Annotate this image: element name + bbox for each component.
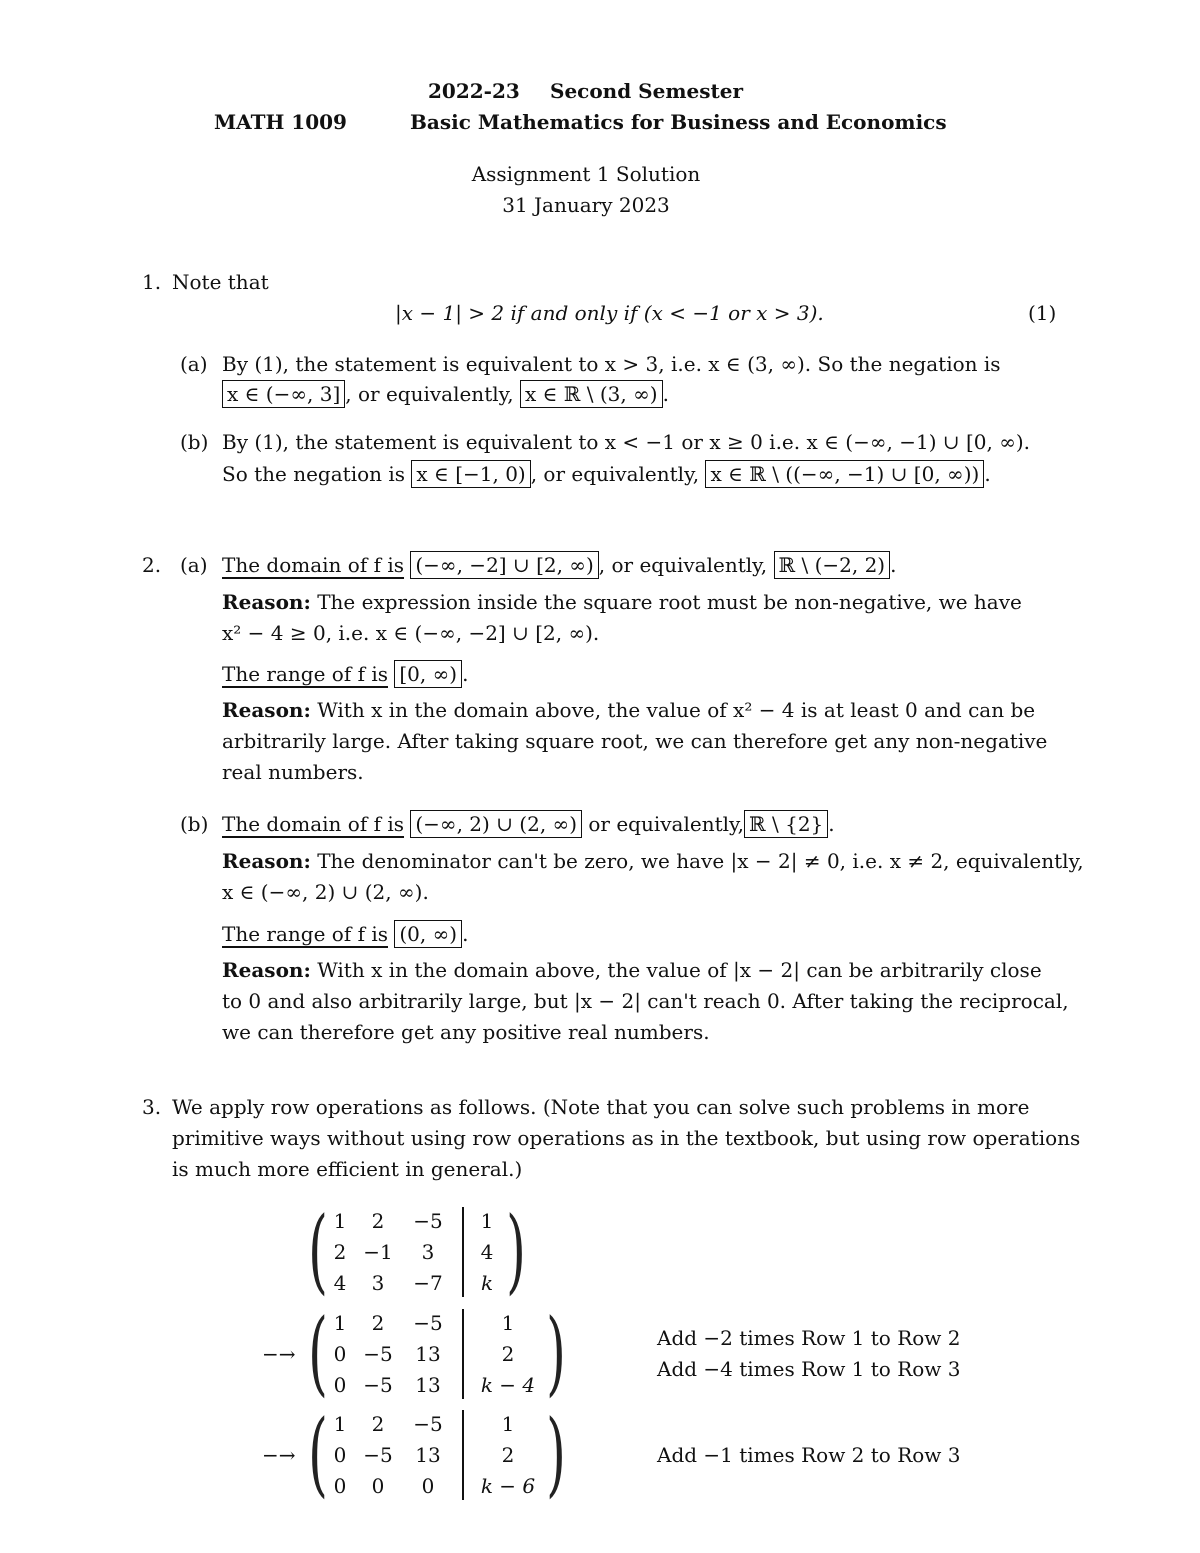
matrix-cell: 13: [415, 1342, 441, 1366]
q2b-domain-connector: or equivalently,: [588, 812, 745, 836]
matrix-cell: 3: [371, 1271, 385, 1295]
q2b-reason-1-text: The denominator can't be zero, we have |x − 2| ≠ 0, i.e. x ≠ 2, equivalently,: [317, 849, 1084, 873]
row-op-2-line-1: Add −2 times Row 1 to Row 2: [657, 1326, 961, 1350]
course-title: Basic Mathematics for Business and Economics: [410, 110, 947, 134]
matrix-cell: −5: [413, 1412, 443, 1436]
q2b-range-line: [222, 921, 468, 947]
matrix-cell: 0: [333, 1373, 347, 1397]
reason-label: Reason:: [222, 958, 311, 982]
q2a-domain-box-1: (−∞, −2] ∪ [2, ∞): [410, 551, 598, 579]
matrix-cell: 2: [371, 1209, 385, 1233]
matrix-cell: 0: [333, 1342, 347, 1366]
right-parenthesis: ): [546, 1400, 566, 1507]
q3-number: 3.: [142, 1095, 162, 1119]
q2a-domain-period: .: [890, 553, 897, 577]
q2b-reason-1-line-1: [222, 848, 1084, 874]
matrix-cell: 1: [501, 1412, 515, 1436]
q2a-label: (a): [180, 553, 208, 577]
matrix-cell: −5: [363, 1443, 393, 1467]
matrix-cell: −5: [363, 1373, 393, 1397]
right-parenthesis: ): [506, 1197, 526, 1304]
matrix-cell: 13: [415, 1373, 441, 1397]
q2b-reason-2-text: With x in the domain above, the value of |x − 2| can be arbitrarily close: [317, 958, 1042, 982]
left-parenthesis: (: [308, 1400, 328, 1507]
q3-intro-line-1: We apply row operations as follows. (Note that you can solve such problems in more: [172, 1095, 1030, 1119]
q2b-reason-1-line-2: x ∈ (−∞, 2) ∪ (2, ∞).: [222, 880, 429, 904]
matrix-cell: 1: [501, 1311, 515, 1335]
q2a-reason-2-line-3: real numbers.: [222, 760, 364, 784]
q2a-range-period: .: [462, 662, 469, 686]
q2b-reason-2-line-1: [222, 957, 1042, 983]
q2a-reason-2-line-1: [222, 697, 1035, 723]
header-semester: Second Semester: [550, 79, 743, 103]
q1b-label: (b): [180, 430, 209, 454]
q2a-reason-1-text: The expression inside the square root must be non-negative, we have: [317, 590, 1022, 614]
matrix-cell: k − 6: [480, 1474, 536, 1498]
q1b-answer-line: [222, 461, 991, 487]
matrix-cell: 1: [333, 1412, 347, 1436]
q2b-reason-2-line-3: we can therefore get any positive real numbers.: [222, 1020, 710, 1044]
q1a-period: .: [662, 382, 669, 406]
matrix-cell: −7: [413, 1271, 443, 1295]
q2a-domain-line: [222, 552, 896, 578]
q2a-reason-1-line-2: x² − 4 ≥ 0, i.e. x ∈ (−∞, −2] ∪ [2, ∞).: [222, 621, 600, 645]
q3-intro-line-2: primitive ways without using row operations as in the textbook, but using row operations: [172, 1126, 1081, 1150]
q2a-domain-prefix: The domain of f is: [222, 553, 405, 577]
document-date: 31 January 2023: [502, 193, 670, 217]
row-op-2-line-2: Add −4 times Row 1 to Row 3: [657, 1357, 961, 1381]
left-parenthesis: (: [308, 1197, 328, 1304]
matrix-cell: −5: [413, 1209, 443, 1233]
augmented-matrix-1: [300, 1197, 530, 1304]
matrix-cell: 2: [371, 1412, 385, 1436]
q2b-domain-box-1: (−∞, 2) ∪ (2, ∞): [410, 810, 582, 838]
q2b-label: (b): [180, 812, 209, 836]
left-parenthesis: (: [308, 1299, 328, 1406]
q2b-range-period: .: [462, 922, 469, 946]
matrix-cell: −5: [413, 1311, 443, 1335]
matrix-cell: 1: [333, 1311, 347, 1335]
q1a-answer-line: [222, 381, 669, 407]
right-parenthesis: ): [546, 1299, 566, 1406]
q1b-answer-box-2: x ∈ ℝ \ ((−∞, −1) ∪ [0, ∞)): [705, 460, 984, 488]
matrix-cell: 0: [333, 1474, 347, 1498]
q2a-reason-1-line-1: [222, 589, 1022, 615]
q2b-range-prefix: The range of f is: [222, 922, 388, 946]
q1-number: 1.: [142, 270, 162, 294]
row-op-3-line-1: Add −1 times Row 2 to Row 3: [657, 1443, 961, 1467]
matrix-cell: −5: [363, 1342, 393, 1366]
augmented-matrix-3: [300, 1400, 570, 1507]
matrix-cell: 2: [501, 1342, 515, 1366]
augmentation-bar: [462, 1309, 464, 1399]
matrix-cell: 2: [371, 1311, 385, 1335]
reason-label: Reason:: [222, 698, 311, 722]
q2a-domain-box-2: ℝ \ (−2, 2): [774, 551, 891, 579]
matrix-cell: 2: [501, 1443, 515, 1467]
q2a-domain-connector: , or equivalently,: [598, 553, 768, 577]
q2b-range-box: (0, ∞): [394, 920, 462, 948]
row-op-arrow: −→: [262, 1342, 296, 1366]
q2-number: 2.: [142, 553, 162, 577]
matrix-cell: k: [480, 1271, 494, 1295]
matrix-cell: 0: [371, 1474, 385, 1498]
q1b-period: .: [984, 462, 991, 486]
q1b-connector: , or equivalently,: [530, 462, 700, 486]
q2b-domain-box-2: ℝ \ {2}: [744, 810, 828, 838]
q1a-label: (a): [180, 352, 208, 376]
matrix-cell: 4: [333, 1271, 347, 1295]
q2b-domain-period: .: [828, 812, 835, 836]
q2b-reason-2-line-2: to 0 and also arbitrarily large, but |x − 2| can't reach 0. After taking the reciprocal,: [222, 989, 1069, 1013]
course-code: MATH 1009: [214, 110, 347, 134]
augmented-matrix-2: [300, 1299, 570, 1406]
matrix-cell: 0: [333, 1443, 347, 1467]
q1-equation: |x − 1| > 2 if and only if (x < −1 or x > 3).: [395, 301, 824, 325]
q1a-answer-box-2: x ∈ ℝ \ (3, ∞): [520, 380, 663, 408]
augmentation-bar: [462, 1410, 464, 1500]
matrix-cell: 1: [333, 1209, 347, 1233]
q1b-text: By (1), the statement is equivalent to x < −1 or x ≥ 0 i.e. x ∈ (−∞, −1) ∪ [0, ∞).: [222, 430, 1031, 454]
q1-equation-tag: (1): [1028, 301, 1057, 325]
q2a-range-box: [0, ∞): [394, 660, 462, 688]
matrix-cell: 4: [480, 1240, 494, 1264]
matrix-cell: 0: [421, 1474, 435, 1498]
reason-label: Reason:: [222, 849, 311, 873]
matrix-cell: 3: [421, 1240, 435, 1264]
document-title: Assignment 1 Solution: [471, 162, 701, 186]
matrix-cell: −1: [363, 1240, 393, 1264]
q1b-answer-box-1: x ∈ [−1, 0): [411, 460, 530, 488]
q1-intro: Note that: [172, 270, 269, 294]
augmentation-bar: [462, 1207, 464, 1297]
q1b-prefix: So the negation is: [222, 462, 406, 486]
q1a-answer-box-1: x ∈ (−∞, 3]: [222, 380, 345, 408]
matrix-cell: 13: [415, 1443, 441, 1467]
matrix-cell: 2: [333, 1240, 347, 1264]
q2a-range-line: [222, 661, 468, 687]
reason-label: Reason:: [222, 590, 311, 614]
q2a-reason-2-line-2: arbitrarily large. After taking square root, we can therefore get any non-negative: [222, 729, 1048, 753]
matrix-cell: 1: [480, 1209, 494, 1233]
matrix-cell: k − 4: [480, 1373, 536, 1397]
q1a-text: By (1), the statement is equivalent to x > 3, i.e. x ∈ (3, ∞). So the negation is: [222, 352, 1001, 376]
q3-intro-line-3: is much more efficient in general.): [172, 1157, 523, 1181]
q2b-domain-prefix: The domain of f is: [222, 812, 405, 836]
header-year: 2022-23: [428, 79, 520, 103]
q2b-domain-line: [222, 811, 835, 837]
row-op-arrow: −→: [262, 1443, 296, 1467]
q2a-range-prefix: The range of f is: [222, 662, 388, 686]
q1a-connector: , or equivalently,: [345, 382, 514, 406]
q2a-reason-2-text: With x in the domain above, the value of x² − 4 is at least 0 and can be: [317, 698, 1036, 722]
